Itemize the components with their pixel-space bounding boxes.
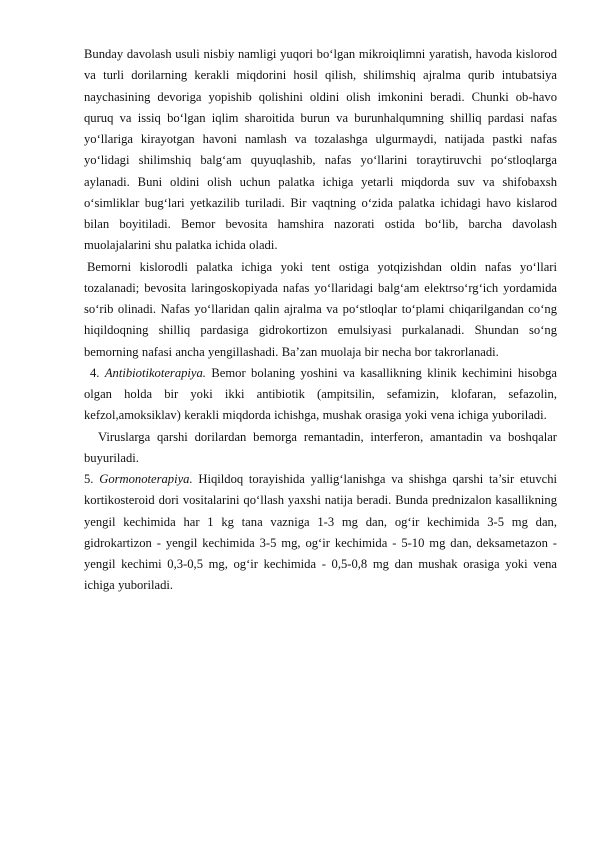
paragraph-oxygen-tent: Bemorni kislorodli palatka ichiga yoki tent ostiga yotqizishdan oldin nafas yo‘llari tozalanadi; bevosita laringoskopiyada nafas yo‘llaridagi balg‘am elektrso‘rg‘ich yordamida so‘rib olinadi. Nafas yo‘llaridan qalin ajralma va po‘stloqlar to‘plami chiqarilgandan co‘ng hiqildoqning shilliq pardasiga gidrokortizon emulsiyasi purkalanadi. Shundan so‘ng bemorning nafasi ancha yengillashadi. Ba’zan muolaja bir necha bor takrorlanadi. bbox=[84, 259, 557, 359]
paragraph-antiviral-drugs: Viruslarga qarshi dorilardan bemorga remantadin, interferon, amantadin va boshqalar buyuriladi. bbox=[84, 429, 557, 465]
list-number-4: 4. bbox=[90, 365, 105, 380]
paragraph-hormone-therapy bbox=[84, 469, 557, 597]
paragraph-antibiotic-therapy bbox=[84, 363, 557, 427]
list-number-5: 5. bbox=[84, 472, 100, 486]
term-antibiotic-therapy: Antibiotikoterapiya. bbox=[104, 365, 206, 380]
document-page bbox=[84, 44, 557, 597]
paragraph-treatment-method: Bunday davolash usuli nisbiy namligi yuqori bo‘lgan mikroiqlimni yaratish, havoda kislorod va turli dorilarning kerakli miqdorini hosil qilish, shilimshiq ajralma qurib intubatsiya naychasining devoriga yopishib qolishini oldini olish imkonini beradi. Chunki ob-havo quruq va issiq bo‘lgan iqlim sharoitida burun va burunhalqumning shilliq pardasi nafas yo‘llariga kirayotgan havoni namlash va tozalashga ulgurmaydi, natijada pastki nafas yo‘lidagi shilimshiq balg‘am quyuqlashib, nafas yo‘llarini toraytiruvchi po‘stloqlarga aylanadi. Buni oldini olish uchun palatka ichiga yetarli miqdorda suv va shifobaxsh o‘simliklar bug‘lari yetkazilib turiladi. Bir vaqtning o‘zida palatka ichidagi havo kislarod bilan boyitiladi. Bemor bevosita hamshira nazorati ostida bo‘lib, barcha davolash muolajalarini shu palatka ichida oladi. bbox=[84, 47, 557, 253]
term-hormone-therapy: Gormonoterapiya. bbox=[99, 472, 193, 486]
antibiotic-therapy-text: Bemor bolaning yoshini va kasallikning klinik kechimini hisobga olgan holda bir yoki ikki antibiotik (ampitsilin, sefamizin, klofaran, sefazolin, kefzol,amoksiklav) kerakli miqdorda ichishga, mushak orasiga yoki vena ichiga yuboriladi. bbox=[84, 365, 557, 423]
hormone-therapy-text: Hiqildoq torayishida yallig‘lanishga va shishga qarshi ta’sir etuvchi kortikosteroid dori vositalarini qo‘llash yaxshi natija beradi. Bunda prednizalon kasallikning yengil kechimida har 1 kg tana vazniga 1-3 mg dan, og‘ir kechimida 3-5 mg dan, gidrokartizon - yengil kechimida 3-5 mg, og‘ir kechimida - 5-10 mg dan, deksametazon - yengil kechimi 0,3-0,5 mg, og‘ir kechimida - 0,5-0,8 mg dan mushak orasiga yoki vena ichiga yuboriladi. bbox=[84, 472, 558, 593]
